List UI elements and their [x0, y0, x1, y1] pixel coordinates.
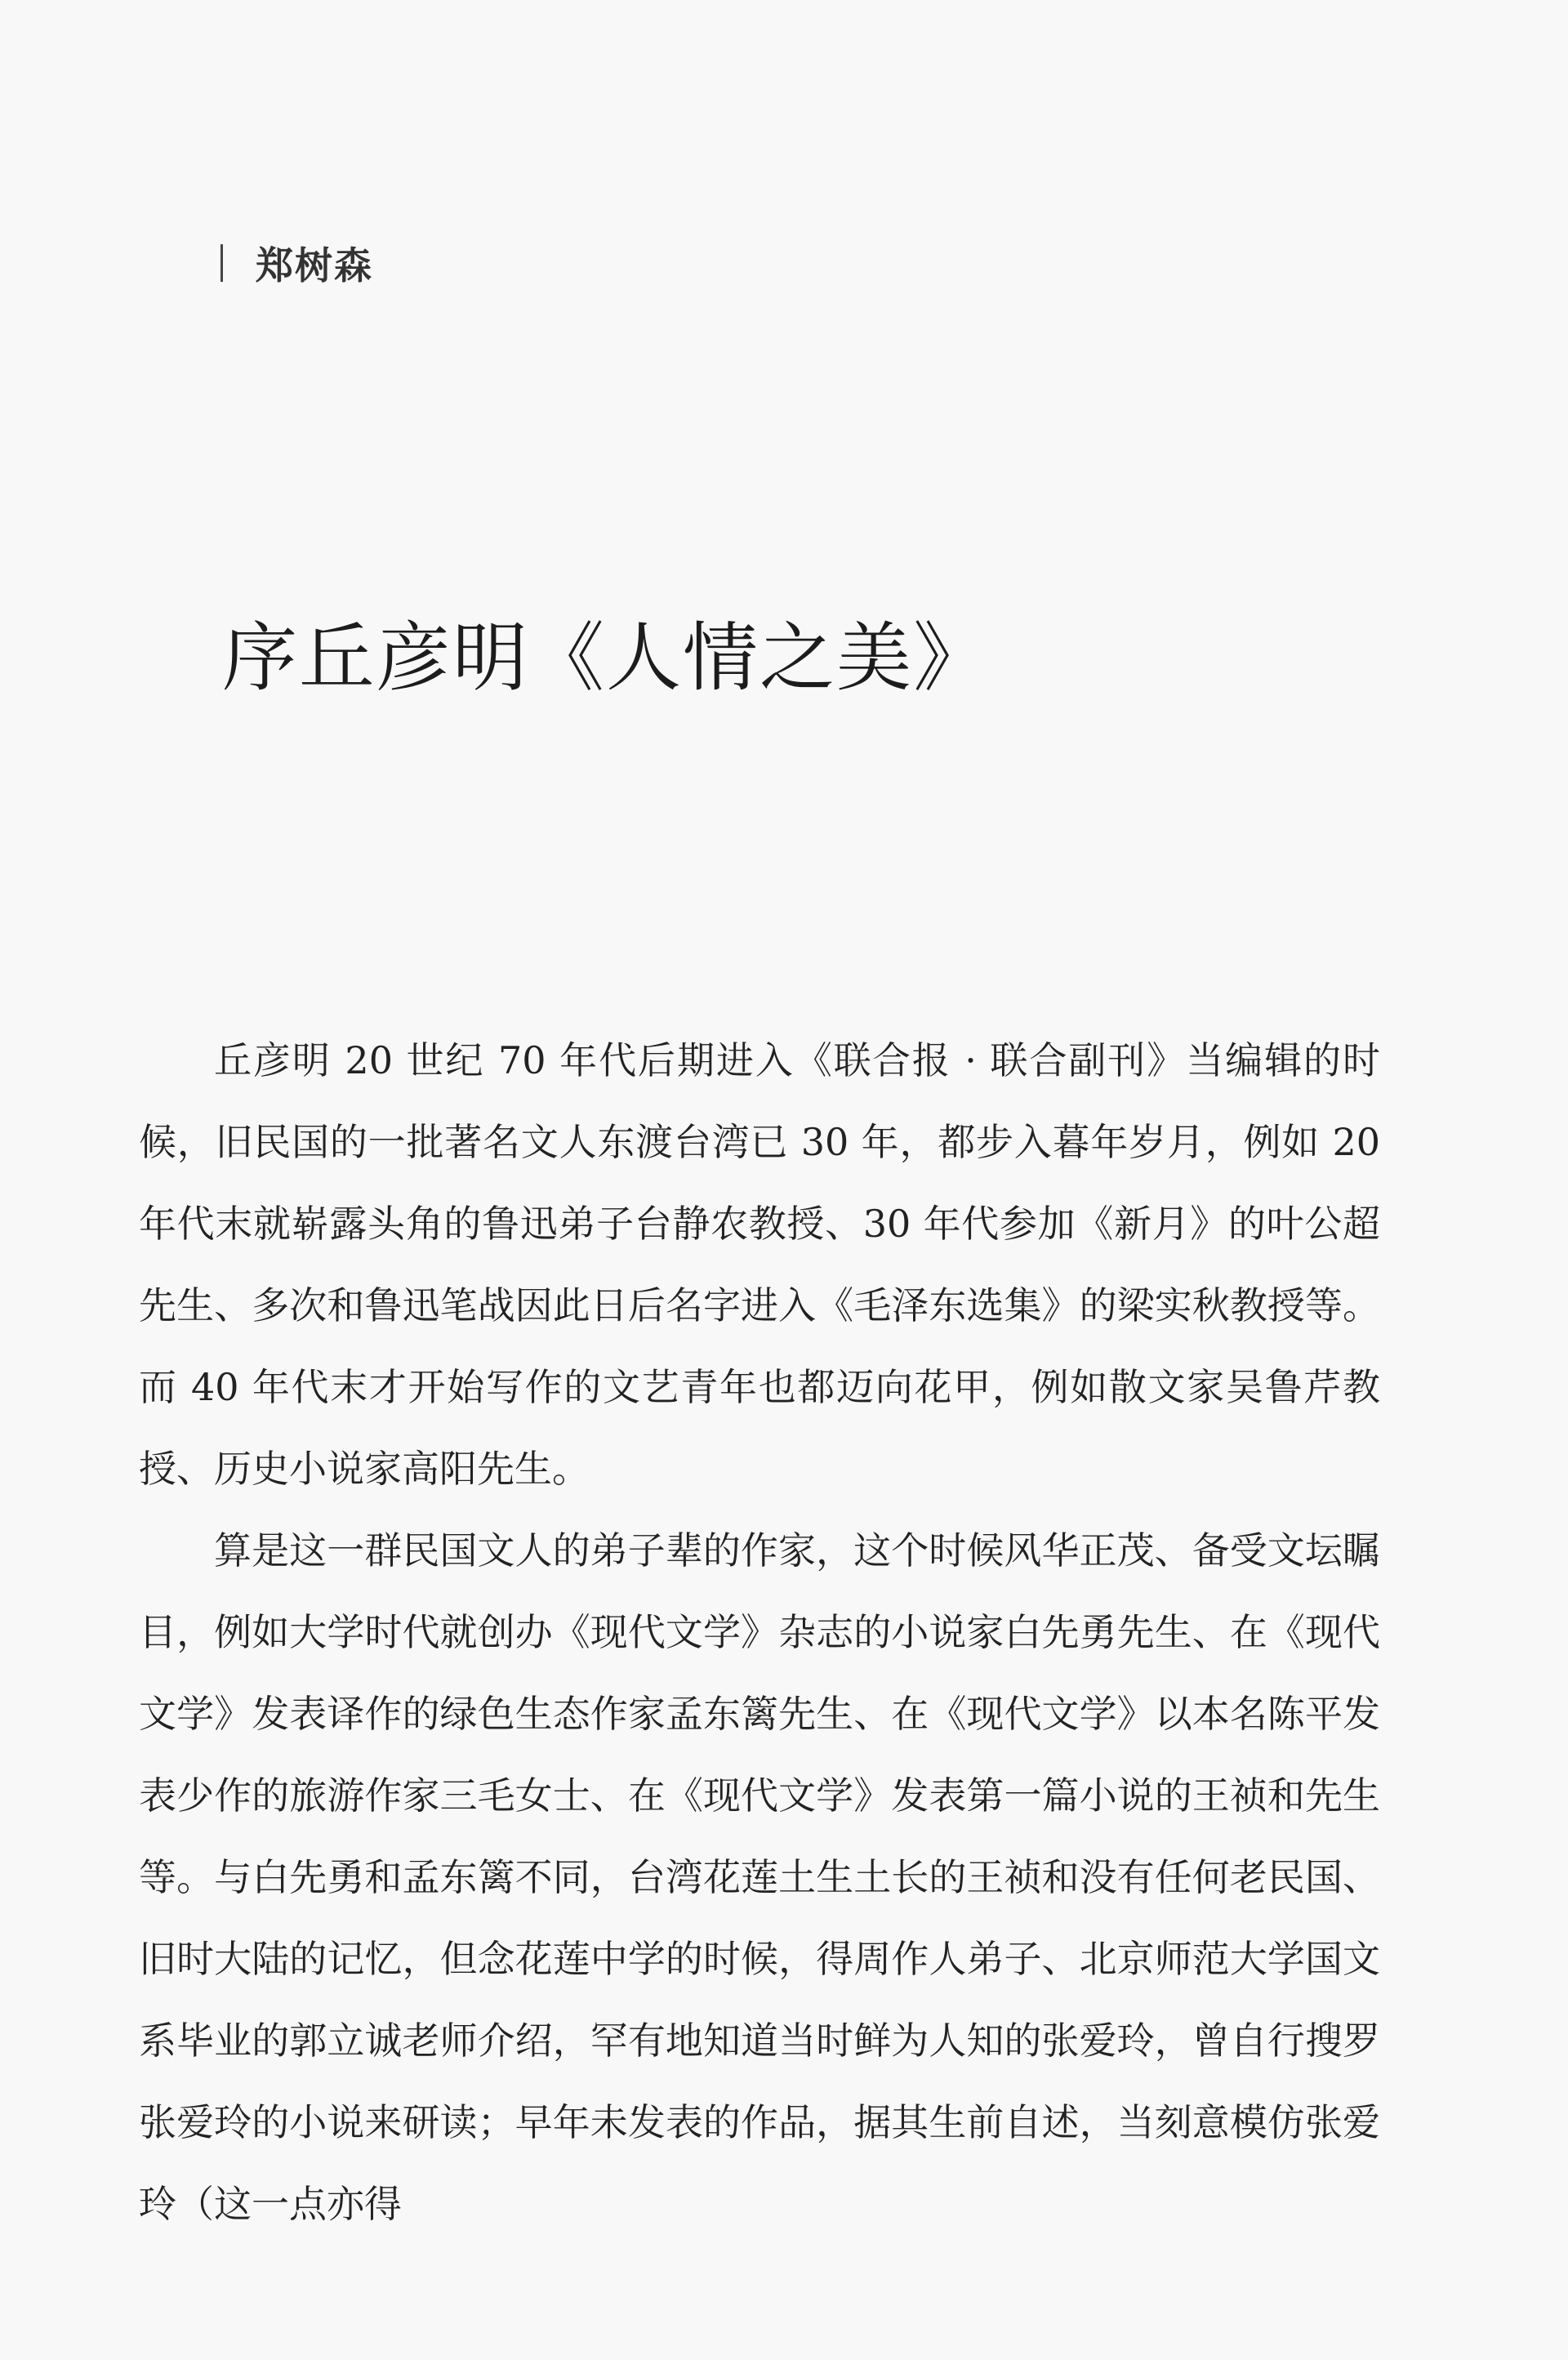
paragraph-2: 算是这一群民国文人的弟子辈的作家，这个时候风华正茂、备受文坛瞩目，例如大学时代就创办《现代文学》杂志的小说家白先勇先生、在《现代文学》发表译作的绿色生态作家孟东篱先生、在《现代文学》以本名陈平发表少作的旅游作家三毛女士、在《现代文学》发表第一篇小说的王祯和先生等。与白先勇和孟东篱不同，台湾花莲土生土长的王祯和没有任何老民国、旧时大陆的记忆，但念花莲中学的时候，得周作人弟子、北京师范大学国文系毕业的郭立诚老师介绍，罕有地知道当时鲜为人知的张爱玲，曾自行搜罗张爱玲的小说来研读；早年未发表的作品，据其生前自述，当刻意模仿张爱玲（这一点亦得: [139, 1528, 1380, 2226]
body-text: [139, 1019, 1380, 2245]
author-rule-divider: [220, 244, 223, 282]
chapter-title: 序丘彦明《人情之美》: [222, 614, 991, 702]
author-byline: [220, 239, 373, 288]
author-name: 郑树森: [256, 243, 373, 288]
paragraph-1: 丘彦明 20 世纪 70 年代后期进入《联合报 · 联合副刊》当编辑的时候，旧民国的一批著名文人东渡台湾已 30 年，都步入暮年岁月，例如 20 年代末就崭露头角的鲁迅弟子台静农教授、30 年代参加《新月》的叶公超先生、多次和鲁迅笔战因此日后名字进入《毛泽东选集》的梁实秋教授等。而 40 年代末才开始写作的文艺青年也都迈向花甲，例如散文家吴鲁芹教授、历史小说家高阳先生。: [139, 1038, 1380, 1491]
